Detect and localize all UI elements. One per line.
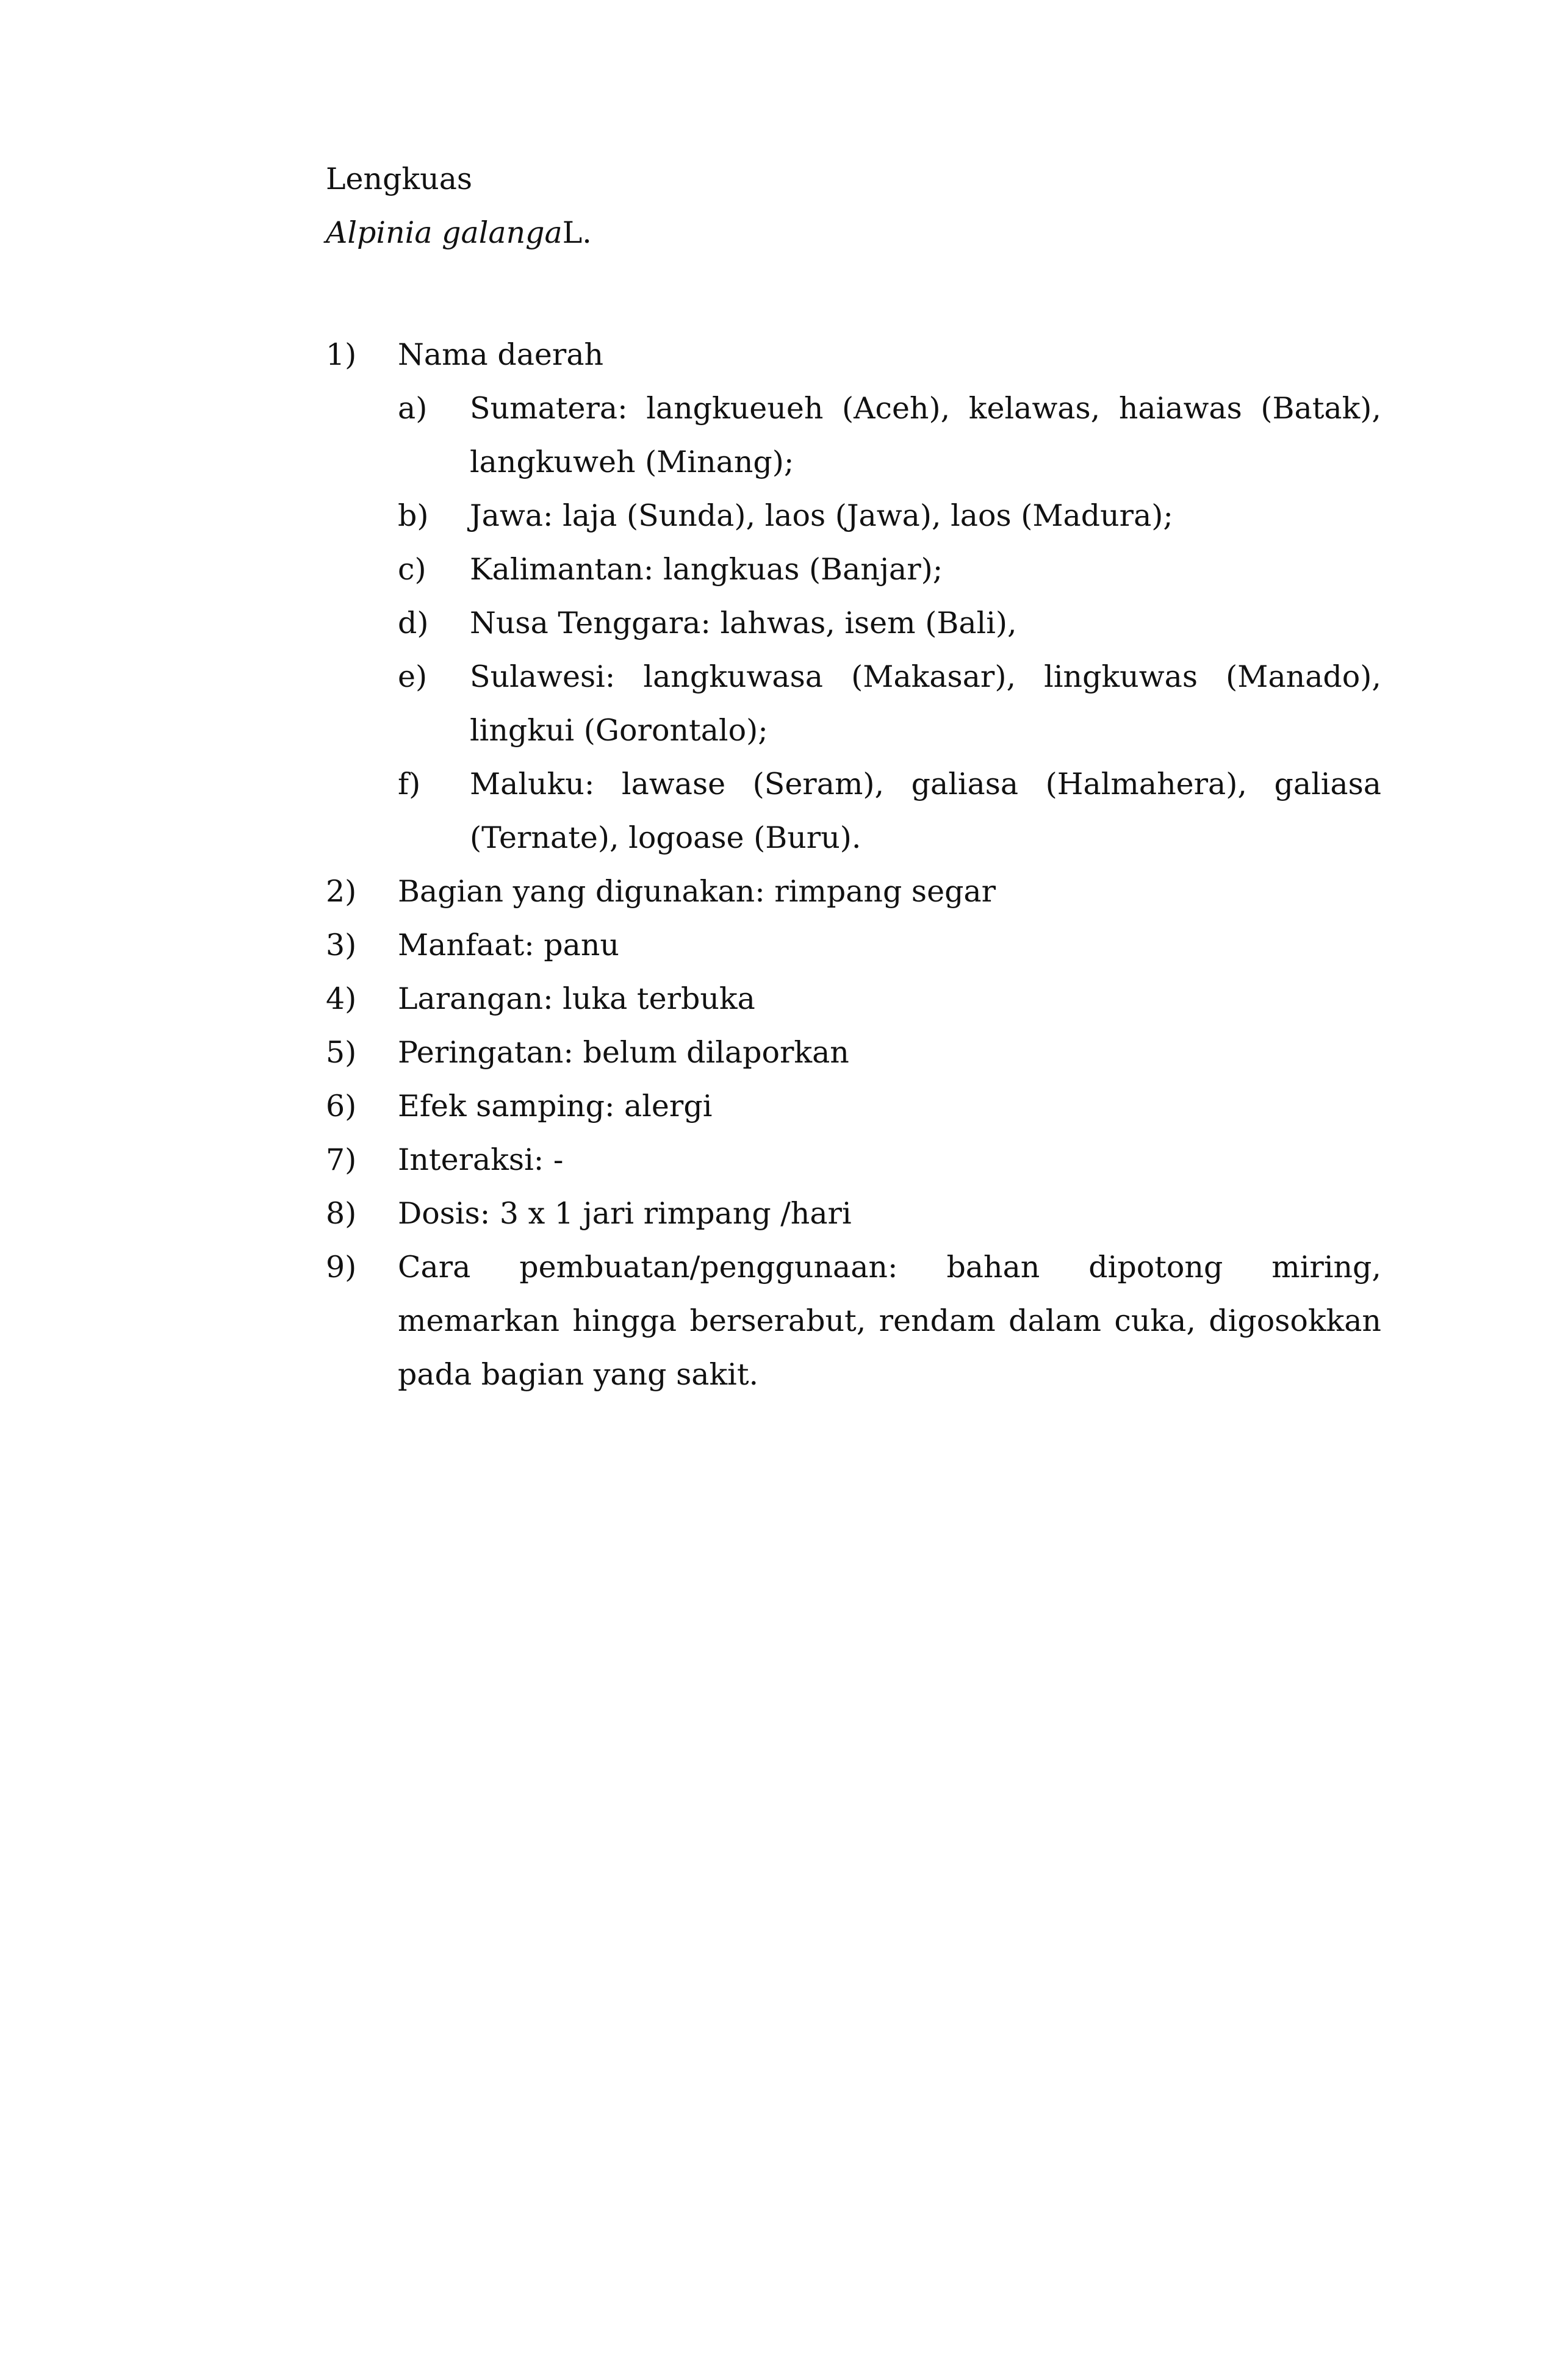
sub-item: [398, 650, 1381, 758]
sub-item: [398, 382, 1381, 489]
item-text: Bagian yang digunakan: rimpang segar: [398, 874, 996, 909]
item-text: Peringatan: belum dilaporkan: [398, 1035, 849, 1070]
item-number: 9): [326, 1250, 357, 1285]
document-page: [326, 152, 1381, 1402]
item-text: Dosis: 3 x 1 jari rimpang /hari: [398, 1196, 852, 1231]
sub-item-letter: d): [398, 606, 429, 640]
item-text: Manfaat: panu: [398, 928, 619, 962]
item-number: 7): [326, 1142, 357, 1177]
spacer: [326, 260, 1381, 328]
common-name: Lengkuas: [326, 162, 473, 196]
list-item: [326, 1026, 1381, 1080]
sub-item-text: Sulawesi: langkuwasa (Makasar), lingkuwas (Manado), lingkui (Gorontalo);: [470, 659, 1381, 748]
item-number: 6): [326, 1089, 357, 1124]
item-number: 2): [326, 874, 357, 909]
sub-item-letter: b): [398, 498, 429, 533]
sub-item-text: Kalimantan: langkuas (Banjar);: [470, 552, 943, 587]
item-text: Efek samping: alergi: [398, 1089, 713, 1124]
list-item: [326, 1187, 1381, 1241]
sub-item-text: Nusa Tenggara: lahwas, isem (Bali),: [470, 606, 1017, 640]
item-text: Larangan: luka terbuka: [398, 981, 755, 1016]
sub-item: [398, 758, 1381, 865]
item-text: Cara pembuatan/penggunaan: bahan dipotong miring, memarkan hingga berserabut, rendam dalam cuka, digosokkan pada bagian yang sakit.: [398, 1250, 1381, 1392]
item-text: Interaksi: -: [398, 1142, 564, 1177]
item-number: 8): [326, 1196, 357, 1231]
list-item: [326, 972, 1381, 1026]
item-number: 3): [326, 928, 357, 962]
list-item: [326, 1241, 1381, 1402]
item-number: 5): [326, 1035, 357, 1070]
sub-item: [398, 489, 1381, 543]
sub-item-text: Sumatera: langkueueh (Aceh), kelawas, haiawas (Batak), langkuweh (Minang);: [470, 391, 1381, 479]
latin-name-line: [326, 206, 1381, 260]
sub-item-text: Jawa: laja (Sunda), laos (Jawa), laos (Madura);: [470, 498, 1173, 533]
sub-item-letter: e): [398, 659, 428, 694]
sub-item-letter: a): [398, 391, 428, 426]
sub-item: [398, 543, 1381, 597]
latin-name: Alpinia galanga: [326, 215, 563, 250]
list-item: [326, 328, 1381, 865]
sub-item: [398, 597, 1381, 650]
regional-names-list: [398, 382, 1381, 865]
sub-item-letter: f): [398, 767, 421, 801]
sub-item-text: Maluku: lawase (Seram), galiasa (Halmahera), galiasa (Ternate), logoase (Buru).: [470, 767, 1381, 855]
sub-item-letter: c): [398, 552, 426, 587]
list-item: [326, 1080, 1381, 1133]
latin-author: L.: [562, 215, 592, 250]
list-item: [326, 865, 1381, 919]
list-item: [326, 919, 1381, 972]
item-number: 4): [326, 981, 357, 1016]
item-number: 1): [326, 337, 357, 372]
list-item: [326, 1133, 1381, 1187]
item-text: Nama daerah: [398, 337, 604, 372]
